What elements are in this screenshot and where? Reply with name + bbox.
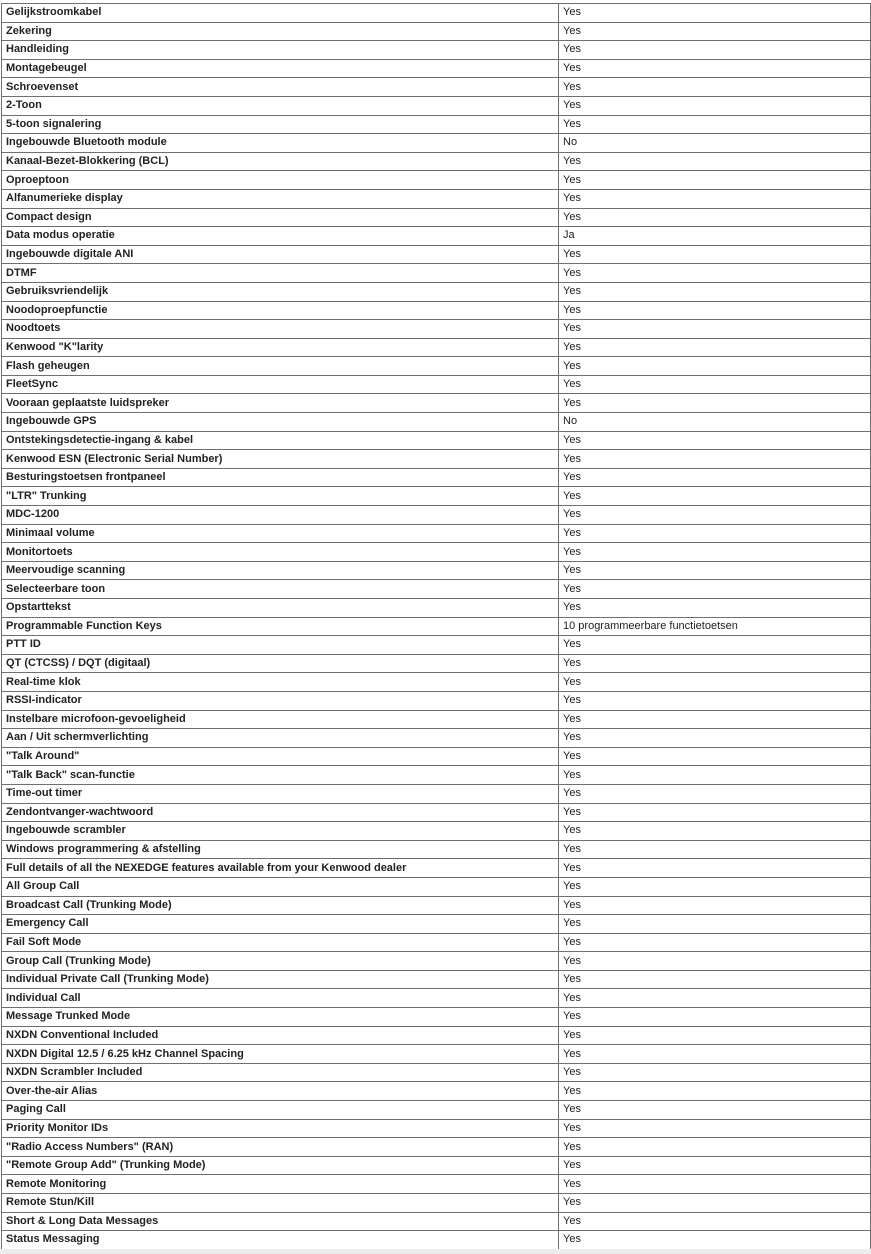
feature-value-cell: Yes xyxy=(559,320,871,339)
feature-name-cell: Opstarttekst xyxy=(2,599,559,618)
feature-name-cell: Emergency Call xyxy=(2,915,559,934)
table-row xyxy=(2,468,871,487)
feature-value-cell: Yes xyxy=(559,4,871,23)
feature-value-cell: Yes xyxy=(559,282,871,301)
feature-value-cell: No xyxy=(559,134,871,153)
table-row xyxy=(2,729,871,748)
feature-name-cell: Compact design xyxy=(2,208,559,227)
feature-value-cell: Yes xyxy=(559,543,871,562)
table-row xyxy=(2,599,871,618)
feature-value-cell: Yes xyxy=(559,1212,871,1231)
feature-name-cell: Aan / Uit schermverlichting xyxy=(2,729,559,748)
feature-name-cell: Instelbare microfoon-gevoeligheid xyxy=(2,710,559,729)
feature-name-cell: Individual Call xyxy=(2,989,559,1008)
table-row xyxy=(2,245,871,264)
table-row xyxy=(2,413,871,432)
feature-value-cell: Yes xyxy=(559,115,871,134)
feature-value-cell: Yes xyxy=(559,691,871,710)
feature-value-cell: Yes xyxy=(559,822,871,841)
feature-value-cell: Yes xyxy=(559,599,871,618)
feature-name-cell: Minimaal volume xyxy=(2,524,559,543)
table-row xyxy=(2,543,871,562)
feature-value-cell: Yes xyxy=(559,208,871,227)
feature-name-cell: Priority Monitor IDs xyxy=(2,1119,559,1138)
table-row xyxy=(2,1026,871,1045)
feature-name-cell: Remote Stun/Kill xyxy=(2,1194,559,1213)
feature-value-cell: Yes xyxy=(559,189,871,208)
feature-name-cell: Ingebouwde GPS xyxy=(2,413,559,432)
table-row xyxy=(2,59,871,78)
feature-name-cell: "Remote Group Add" (Trunking Mode) xyxy=(2,1156,559,1175)
feature-value-cell: Yes xyxy=(559,96,871,115)
feature-name-cell: Noodtoets xyxy=(2,320,559,339)
feature-name-cell: Oproeptoon xyxy=(2,171,559,190)
feature-name-cell: Noodoproepfunctie xyxy=(2,301,559,320)
feature-name-cell: NXDN Conventional Included xyxy=(2,1026,559,1045)
feature-name-cell: Kenwood ESN (Electronic Serial Number) xyxy=(2,450,559,469)
feature-name-cell: Kanaal-Bezet-Blokkering (BCL) xyxy=(2,152,559,171)
bottom-scroll-edge xyxy=(0,1249,871,1254)
table-row xyxy=(2,1156,871,1175)
table-row xyxy=(2,375,871,394)
feature-value-cell: Yes xyxy=(559,729,871,748)
feature-value-cell: Yes xyxy=(559,952,871,971)
feature-name-cell: 2-Toon xyxy=(2,96,559,115)
feature-value-cell: Yes xyxy=(559,1156,871,1175)
feature-value-cell: Yes xyxy=(559,1175,871,1194)
feature-name-cell: NXDN Digital 12.5 / 6.25 kHz Channel Spacing xyxy=(2,1045,559,1064)
feature-name-cell: "Radio Access Numbers" (RAN) xyxy=(2,1138,559,1157)
feature-value-cell: Yes xyxy=(559,673,871,692)
feature-name-cell: Ingebouwde scrambler xyxy=(2,822,559,841)
table-row xyxy=(2,171,871,190)
feature-name-cell: DTMF xyxy=(2,264,559,283)
feature-name-cell: Full details of all the NEXEDGE features available from your Kenwood dealer xyxy=(2,859,559,878)
table-row xyxy=(2,357,871,376)
table-row xyxy=(2,78,871,97)
feature-name-cell: RSSI-indicator xyxy=(2,691,559,710)
feature-value-cell: Yes xyxy=(559,301,871,320)
feature-name-cell: All Group Call xyxy=(2,877,559,896)
feature-name-cell: Schroevenset xyxy=(2,78,559,97)
feature-value-cell: Yes xyxy=(559,22,871,41)
feature-value-cell: Yes xyxy=(559,561,871,580)
table-row xyxy=(2,1175,871,1194)
table-row xyxy=(2,1008,871,1027)
table-row xyxy=(2,747,871,766)
table-row xyxy=(2,840,871,859)
table-row xyxy=(2,450,871,469)
feature-value-cell: Yes xyxy=(559,1082,871,1101)
table-row xyxy=(2,1119,871,1138)
feature-name-cell: Remote Monitoring xyxy=(2,1175,559,1194)
table-row xyxy=(2,617,871,636)
feature-name-cell: Group Call (Trunking Mode) xyxy=(2,952,559,971)
table-row xyxy=(2,1138,871,1157)
feature-value-cell: Yes xyxy=(559,171,871,190)
feature-name-cell: Gebruiksvriendelijk xyxy=(2,282,559,301)
table-row xyxy=(2,264,871,283)
table-row xyxy=(2,784,871,803)
feature-name-cell: Handleiding xyxy=(2,41,559,60)
feature-value-cell: Yes xyxy=(559,245,871,264)
table-row xyxy=(2,4,871,23)
feature-name-cell: QT (CTCSS) / DQT (digitaal) xyxy=(2,654,559,673)
table-row xyxy=(2,524,871,543)
table-row xyxy=(2,803,871,822)
feature-value-cell: Yes xyxy=(559,915,871,934)
feature-value-cell: Yes xyxy=(559,1026,871,1045)
feature-name-cell: Kenwood "K"larity xyxy=(2,338,559,357)
feature-value-cell: Yes xyxy=(559,357,871,376)
feature-value-cell: Yes xyxy=(559,487,871,506)
feature-name-cell: "Talk Around" xyxy=(2,747,559,766)
table-row xyxy=(2,1194,871,1213)
feature-name-cell: Selecteerbare toon xyxy=(2,580,559,599)
table-row xyxy=(2,115,871,134)
table-row xyxy=(2,561,871,580)
feature-name-cell: 5-toon signalering xyxy=(2,115,559,134)
feature-value-cell: 10 programmeerbare functietoetsen xyxy=(559,617,871,636)
feature-value-cell: Yes xyxy=(559,1101,871,1120)
spec-table-body xyxy=(2,4,871,1250)
feature-value-cell: No xyxy=(559,413,871,432)
feature-value-cell: Yes xyxy=(559,468,871,487)
feature-value-cell: Yes xyxy=(559,710,871,729)
feature-value-cell: Yes xyxy=(559,1138,871,1157)
feature-name-cell: Windows programmering & afstelling xyxy=(2,840,559,859)
table-row xyxy=(2,691,871,710)
feature-value-cell: Yes xyxy=(559,1008,871,1027)
feature-name-cell: Zendontvanger-wachtwoord xyxy=(2,803,559,822)
feature-name-cell: Ingebouwde Bluetooth module xyxy=(2,134,559,153)
table-row xyxy=(2,134,871,153)
feature-value-cell: Yes xyxy=(559,78,871,97)
feature-name-cell: Programmable Function Keys xyxy=(2,617,559,636)
feature-name-cell: Paging Call xyxy=(2,1101,559,1120)
feature-name-cell: Broadcast Call (Trunking Mode) xyxy=(2,896,559,915)
feature-value-cell: Yes xyxy=(559,580,871,599)
feature-name-cell: Data modus operatie xyxy=(2,227,559,246)
table-row xyxy=(2,320,871,339)
feature-name-cell: PTT ID xyxy=(2,636,559,655)
feature-value-cell: Yes xyxy=(559,896,871,915)
feature-value-cell: Yes xyxy=(559,264,871,283)
table-row xyxy=(2,654,871,673)
table-row xyxy=(2,1045,871,1064)
feature-name-cell: MDC-1200 xyxy=(2,506,559,525)
table-row xyxy=(2,1082,871,1101)
feature-value-cell: Yes xyxy=(559,654,871,673)
table-row xyxy=(2,915,871,934)
table-row xyxy=(2,989,871,1008)
feature-value-cell: Yes xyxy=(559,933,871,952)
feature-value-cell: Yes xyxy=(559,506,871,525)
feature-value-cell: Yes xyxy=(559,1063,871,1082)
table-row xyxy=(2,1231,871,1250)
table-row xyxy=(2,952,871,971)
feature-value-cell: Yes xyxy=(559,152,871,171)
table-row xyxy=(2,506,871,525)
feature-value-cell: Yes xyxy=(559,394,871,413)
feature-value-cell: Yes xyxy=(559,877,871,896)
feature-value-cell: Yes xyxy=(559,1194,871,1213)
feature-name-cell: Ingebouwde digitale ANI xyxy=(2,245,559,264)
feature-name-cell: Over-the-air Alias xyxy=(2,1082,559,1101)
table-row xyxy=(2,227,871,246)
table-row xyxy=(2,710,871,729)
table-row xyxy=(2,673,871,692)
table-row xyxy=(2,970,871,989)
feature-value-cell: Yes xyxy=(559,784,871,803)
table-row xyxy=(2,431,871,450)
table-row xyxy=(2,208,871,227)
table-row xyxy=(2,338,871,357)
feature-name-cell: Message Trunked Mode xyxy=(2,1008,559,1027)
table-row xyxy=(2,301,871,320)
feature-name-cell: FleetSync xyxy=(2,375,559,394)
feature-name-cell: Gelijkstroomkabel xyxy=(2,4,559,23)
feature-value-cell: Yes xyxy=(559,859,871,878)
table-row xyxy=(2,877,871,896)
table-row xyxy=(2,487,871,506)
table-row xyxy=(2,1212,871,1231)
table-row xyxy=(2,394,871,413)
feature-name-cell: "Talk Back" scan-functie xyxy=(2,766,559,785)
table-row xyxy=(2,933,871,952)
table-row xyxy=(2,766,871,785)
table-row xyxy=(2,1063,871,1082)
table-row xyxy=(2,41,871,60)
feature-name-cell: NXDN Scrambler Included xyxy=(2,1063,559,1082)
spec-table xyxy=(1,3,871,1250)
table-row xyxy=(2,580,871,599)
feature-value-cell: Yes xyxy=(559,431,871,450)
feature-name-cell: Besturingstoetsen frontpaneel xyxy=(2,468,559,487)
feature-value-cell: Yes xyxy=(559,803,871,822)
table-row xyxy=(2,189,871,208)
feature-name-cell: Meervoudige scanning xyxy=(2,561,559,580)
feature-name-cell: Time-out timer xyxy=(2,784,559,803)
feature-value-cell: Yes xyxy=(559,840,871,859)
feature-name-cell: Alfanumerieke display xyxy=(2,189,559,208)
feature-name-cell: Short & Long Data Messages xyxy=(2,1212,559,1231)
feature-value-cell: Yes xyxy=(559,41,871,60)
feature-name-cell: Real-time klok xyxy=(2,673,559,692)
feature-name-cell: Monitortoets xyxy=(2,543,559,562)
table-row xyxy=(2,636,871,655)
feature-name-cell: Vooraan geplaatste luidspreker xyxy=(2,394,559,413)
feature-value-cell: Yes xyxy=(559,375,871,394)
feature-value-cell: Yes xyxy=(559,338,871,357)
feature-value-cell: Yes xyxy=(559,524,871,543)
feature-value-cell: Ja xyxy=(559,227,871,246)
table-row xyxy=(2,96,871,115)
table-row xyxy=(2,859,871,878)
feature-value-cell: Yes xyxy=(559,636,871,655)
feature-value-cell: Yes xyxy=(559,450,871,469)
feature-value-cell: Yes xyxy=(559,766,871,785)
feature-name-cell: Fail Soft Mode xyxy=(2,933,559,952)
feature-name-cell: Montagebeugel xyxy=(2,59,559,78)
feature-value-cell: Yes xyxy=(559,747,871,766)
feature-name-cell: Flash geheugen xyxy=(2,357,559,376)
feature-value-cell: Yes xyxy=(559,1231,871,1250)
feature-value-cell: Yes xyxy=(559,989,871,1008)
feature-name-cell: Zekering xyxy=(2,22,559,41)
feature-value-cell: Yes xyxy=(559,1045,871,1064)
table-row xyxy=(2,822,871,841)
feature-value-cell: Yes xyxy=(559,1119,871,1138)
feature-value-cell: Yes xyxy=(559,59,871,78)
feature-name-cell: Ontstekingsdetectie-ingang & kabel xyxy=(2,431,559,450)
feature-name-cell: Status Messaging xyxy=(2,1231,559,1250)
table-row xyxy=(2,152,871,171)
table-row xyxy=(2,282,871,301)
feature-name-cell: "LTR" Trunking xyxy=(2,487,559,506)
feature-name-cell: Individual Private Call (Trunking Mode) xyxy=(2,970,559,989)
table-row xyxy=(2,896,871,915)
table-row xyxy=(2,22,871,41)
feature-value-cell: Yes xyxy=(559,970,871,989)
table-row xyxy=(2,1101,871,1120)
